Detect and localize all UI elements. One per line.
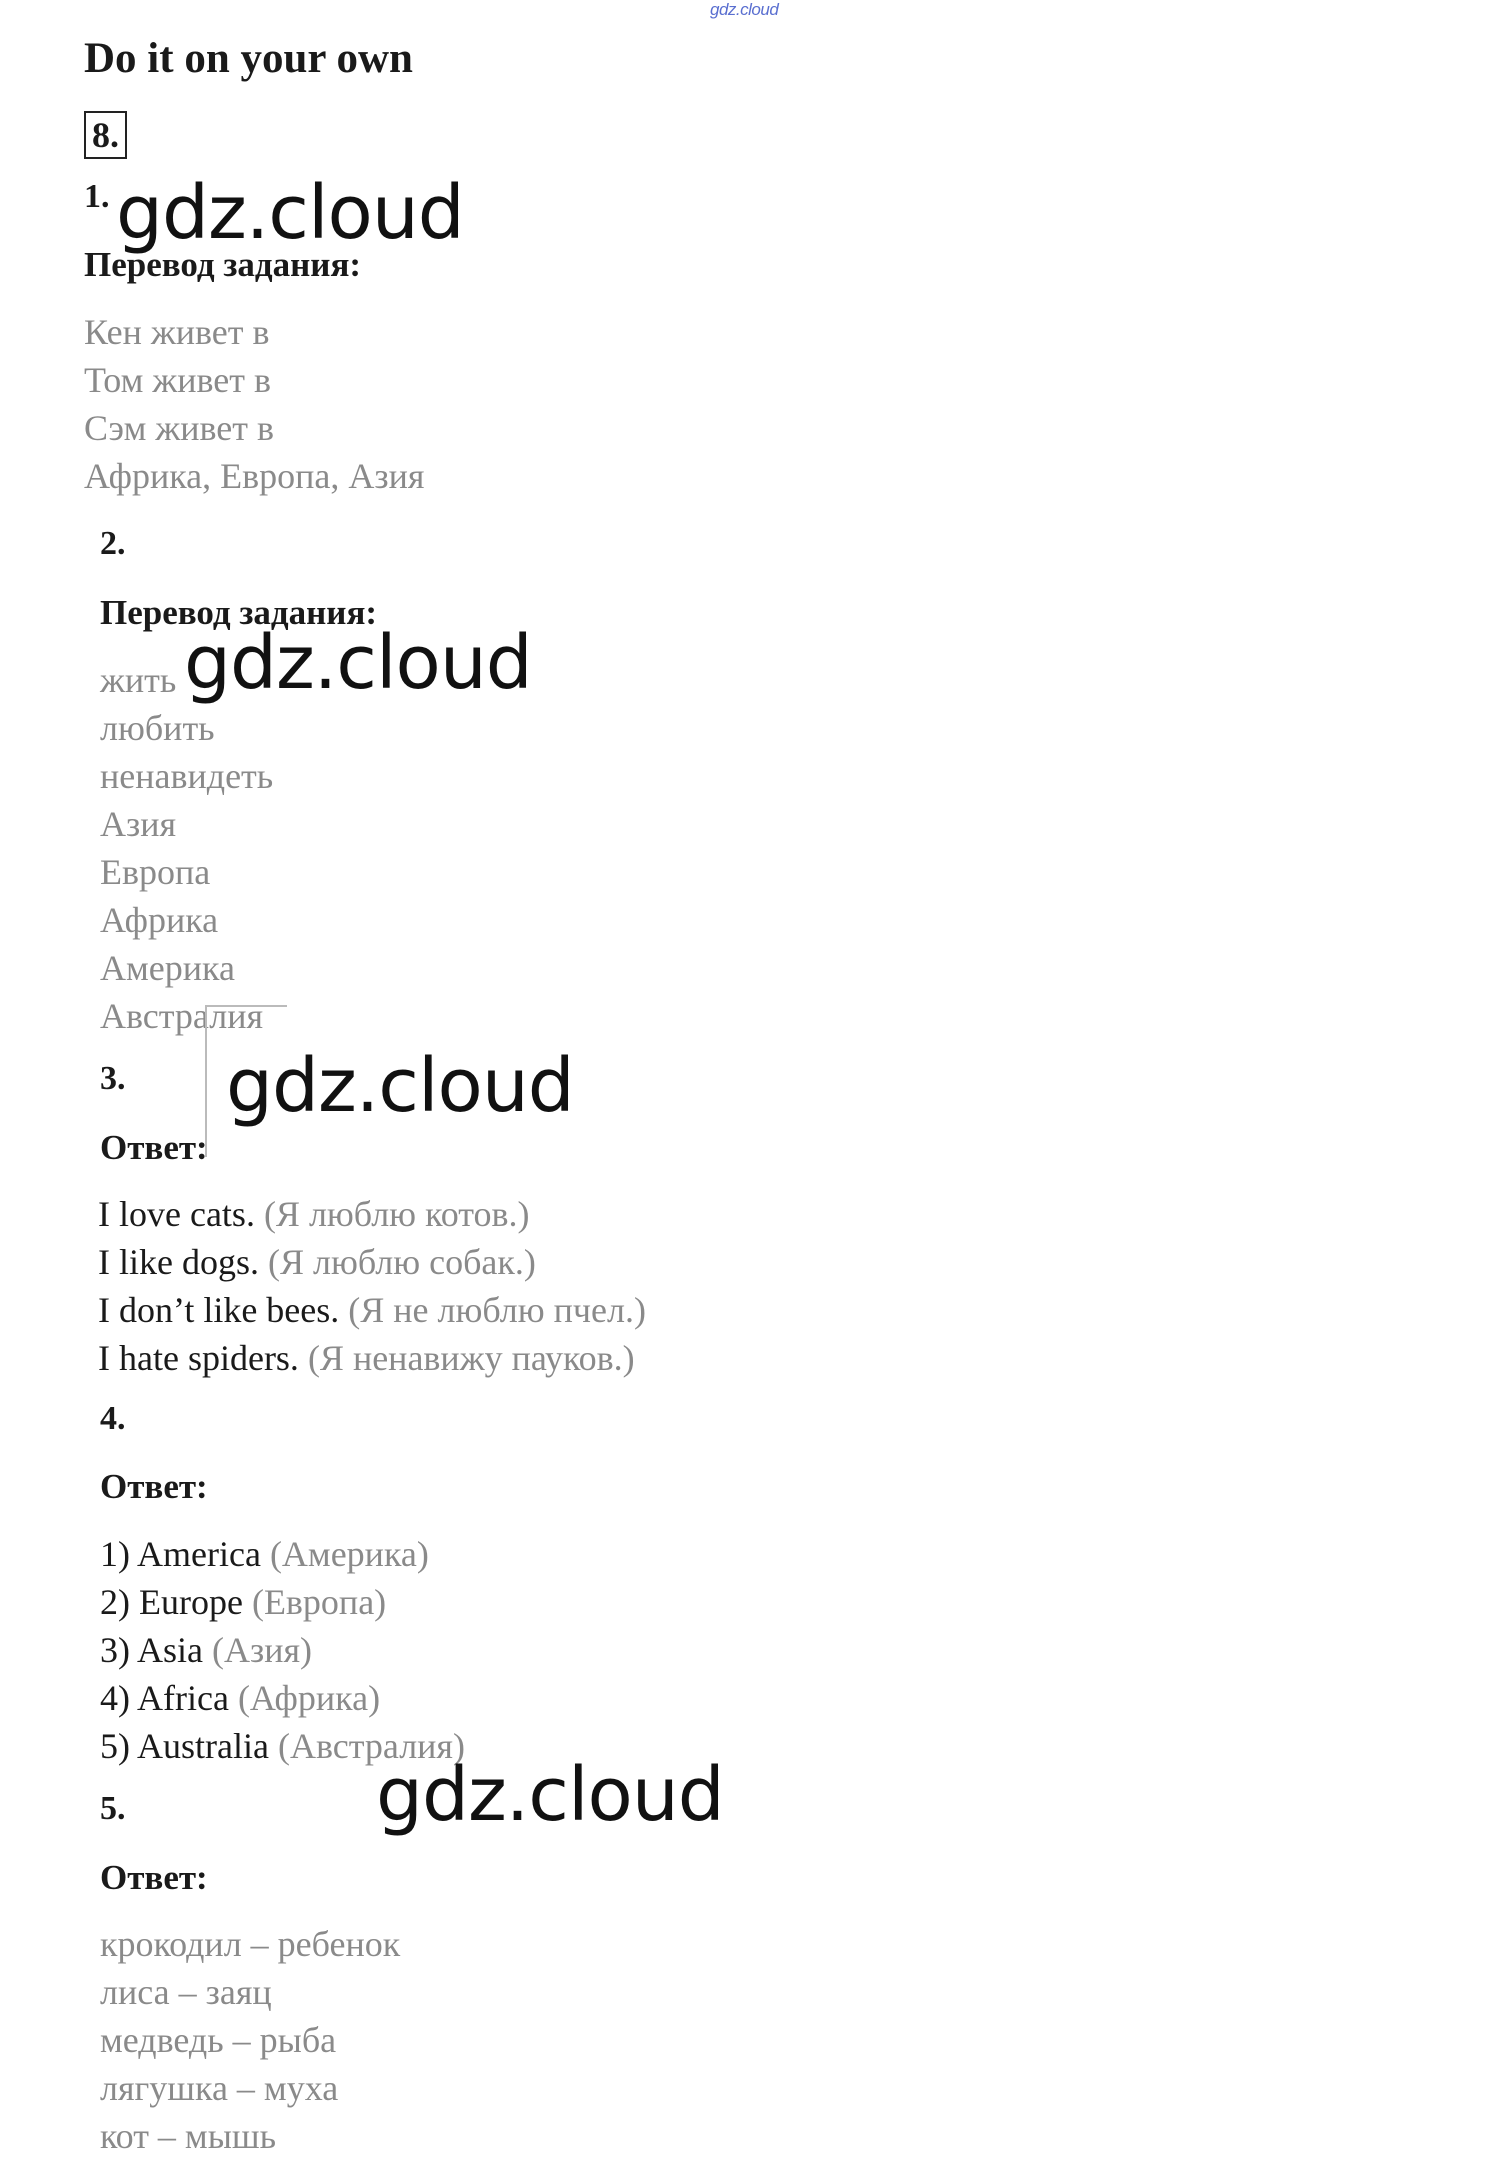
answer-line xyxy=(100,1530,465,1578)
section-2-line: жить xyxy=(100,660,177,700)
section-2-number: 2. xyxy=(100,525,126,562)
section-5-line: медведь – рыба xyxy=(100,2020,337,2060)
answer-english: 2) Europe xyxy=(100,1582,243,1622)
section-2-line: Америка xyxy=(100,948,235,988)
section-2-lines xyxy=(100,656,273,1040)
section-4-number: 4. xyxy=(100,1400,126,1437)
section-1-lines xyxy=(84,308,424,500)
answer-russian: (Африка) xyxy=(237,1678,381,1718)
answer-line xyxy=(100,1626,465,1674)
section-5-line: лиса – заяц xyxy=(100,1972,272,2012)
answer-line xyxy=(100,1674,465,1722)
section-3-title: Ответ: xyxy=(100,1128,208,1167)
answer-english: 5) Australia xyxy=(100,1726,269,1766)
section-1-line: Кен живет в xyxy=(84,312,270,352)
section-3-lines xyxy=(98,1190,646,1382)
answer-english: I like dogs. xyxy=(98,1242,259,1282)
answer-english: 3) Asia xyxy=(100,1630,203,1670)
answer-russian: (Я ненавижу пауков.) xyxy=(307,1338,635,1378)
exercise-number: 8. xyxy=(84,111,127,159)
answer-line xyxy=(100,1578,465,1626)
page-heading: Do it on your own xyxy=(84,35,413,82)
section-3-number: 3. xyxy=(100,1060,126,1097)
section-2-line: Азия xyxy=(100,804,177,844)
answer-russian: (Европа) xyxy=(251,1582,387,1622)
answer-english: I hate spiders. xyxy=(98,1338,299,1378)
section-5-lines xyxy=(100,1920,400,2160)
answer-line xyxy=(98,1334,646,1382)
answer-english: 4) Africa xyxy=(100,1678,229,1718)
section-5-line: лягушка – муха xyxy=(100,2068,339,2108)
section-5-number: 5. xyxy=(100,1790,126,1827)
answer-line xyxy=(98,1286,646,1334)
section-2-line: Африка xyxy=(100,900,219,940)
answer-line xyxy=(98,1190,646,1238)
watermark-3: gdz.cloud xyxy=(226,1043,574,1129)
section-5-title: Ответ: xyxy=(100,1858,208,1897)
section-2-line: Европа xyxy=(100,852,211,892)
watermark-4: gdz.cloud xyxy=(376,1752,724,1838)
watermark-2: gdz.cloud xyxy=(184,620,532,706)
section-5-line: крокодил – ребенок xyxy=(100,1924,401,1964)
answer-russian: (Я люблю котов.) xyxy=(263,1194,530,1234)
answer-line xyxy=(98,1238,646,1286)
section-1-line: Том живет в xyxy=(84,360,272,400)
answer-english: 1) America xyxy=(100,1534,261,1574)
answer-russian: (Я люблю собак.) xyxy=(267,1242,536,1282)
answer-russian: (Азия) xyxy=(212,1630,313,1670)
section-2-title: Перевод задания: xyxy=(100,593,378,632)
answer-english: I don’t like bees. xyxy=(98,1290,340,1330)
answer-russian: (Австралия) xyxy=(277,1726,465,1766)
section-4-lines xyxy=(100,1530,465,1770)
section-5-line: кот – мышь xyxy=(100,2116,277,2156)
section-1-title: Перевод задания: xyxy=(84,245,362,284)
section-4-title: Ответ: xyxy=(100,1467,208,1506)
answer-russian: (Америка) xyxy=(269,1534,429,1574)
top-watermark: gdz.cloud xyxy=(710,0,779,19)
section-2-line: Австралия xyxy=(100,996,264,1036)
section-1-line: Африка, Европа, Азия xyxy=(84,456,425,496)
section-2-line: ненавидеть xyxy=(100,756,274,796)
answer-english: I love cats. xyxy=(98,1194,255,1234)
answer-russian: (Я не люблю пчел.) xyxy=(348,1290,646,1330)
section-2-line: любить xyxy=(100,708,215,748)
section-1-number: 1. xyxy=(84,178,110,215)
watermark-1: gdz.cloud xyxy=(116,170,464,256)
section-1-line: Сэм живет в xyxy=(84,408,275,448)
